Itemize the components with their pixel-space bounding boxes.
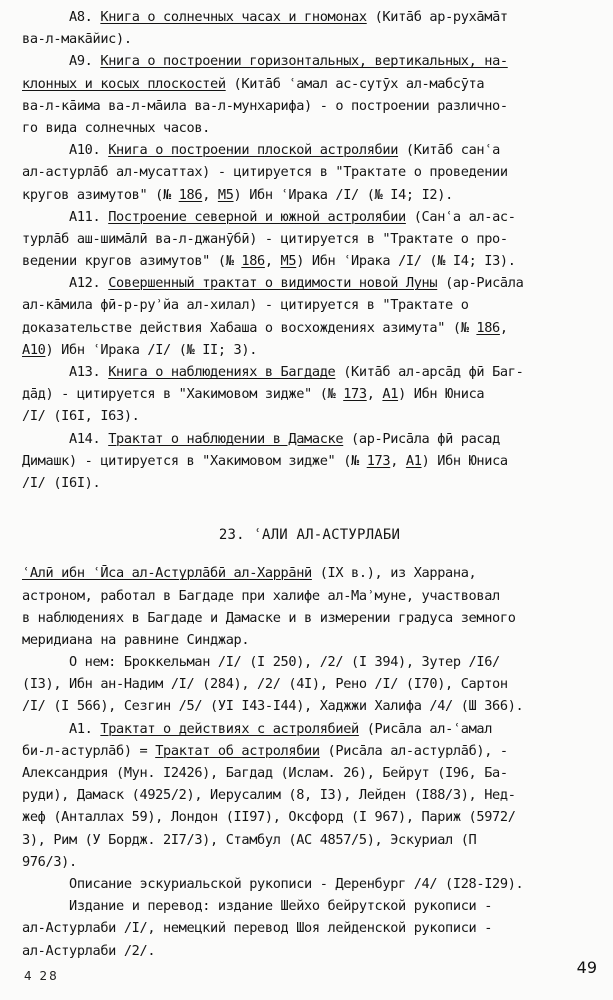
intro-line-3: в наблюдениях в Багдаде и Дамаске и в измерении градуса земного bbox=[22, 609, 516, 626]
description-line: Описание эскуриальской рукописи - Деренбург /4/ (I28-I29). bbox=[69, 875, 524, 892]
entry-a10-line-3: кругов азимутов" (№ 186, М5) Ибн ʿИрака /I/ (№ I4; I2). bbox=[22, 186, 453, 203]
entry-title: Построение северной и южной астролябии bbox=[108, 208, 406, 225]
entry-a1-line-4: руди), Дамаск (4925/2), Иерусалим (8, I3), Лейден (I88/3), Нед- bbox=[22, 787, 516, 804]
entry-number: А8. bbox=[69, 9, 101, 25]
entry-a12-line-4: А10) Ибн ʿИрака /I/ (№ II; 3). bbox=[22, 341, 258, 358]
entry-number: А14. bbox=[69, 430, 109, 447]
entry-a8-line-2: ва-л-макāйис). bbox=[22, 31, 132, 48]
cross-reference: М5 bbox=[217, 186, 234, 203]
entry-a11-line-1: А11. Построение северной и южной астролябии (Санʿа ал-ас- bbox=[69, 208, 516, 225]
entry-number: А12. bbox=[69, 275, 109, 292]
intro-line-4: меридиана на равнине Синджар. bbox=[22, 631, 250, 648]
cross-reference: 173 bbox=[366, 452, 391, 469]
entry-a9-line-2: клонных и косых плоскостей (Китāб ʿамал ас-сутӯх ал-мабсӯта bbox=[22, 75, 485, 92]
cross-reference: 186 bbox=[476, 319, 500, 336]
edition-line-3: ал-Астурлаби /2/. bbox=[22, 942, 156, 959]
entry-a11-line-3: ведении кругов азимутов" (№ 186, М5) Ибн ʿИрака /I/ (№ I4; I3). bbox=[22, 253, 516, 270]
entry-title: Трактат о наблюдении в Дамаске bbox=[108, 430, 344, 447]
printer-signature: 4 28 bbox=[24, 969, 59, 983]
entry-a10-line-1: А10. Книга о построении плоской астролябии (Китāб санʿа bbox=[69, 142, 500, 159]
page-number: 49 bbox=[576, 958, 597, 977]
section-gap bbox=[22, 494, 597, 524]
edition-line-2: ал-Астурлаби /I/, немецкий перевод Шоя лейденской рукописи - bbox=[22, 920, 493, 937]
entry-a9-line-1 bbox=[22, 50, 597, 72]
entry-title: Трактат об астролябии bbox=[155, 742, 320, 759]
entry-a1-line-2: би-л-астурлāб) = Трактат об астролябии (Рисāла ал-астурлāб), - bbox=[22, 742, 508, 759]
entry-a14-line-1: А14. Трактат о наблюдении в Дамаске (ар-Рисāла фӣ расад bbox=[69, 430, 500, 447]
cross-reference: А1 bbox=[382, 386, 399, 403]
entry-title: Книга о наблюдениях в Багдаде bbox=[108, 364, 336, 380]
entry-number: А11. bbox=[69, 208, 109, 225]
entry-number: А10. bbox=[69, 142, 109, 159]
entry-a9-line-3: ва-л-кāима ва-л-мāила ва-л-мунхарифа) - о построении различно- bbox=[22, 97, 508, 114]
entry-a1-line-5: жеф (Анталлах 59), Лондон (II97), Оксфорд (I 967), Париж (5972/ bbox=[22, 809, 516, 826]
entry-a14-line-2: Димашк) - цитируется в "Хакимовом зидже" (№ 173, А1) Ибн Юниса bbox=[22, 452, 508, 469]
page-text bbox=[22, 6, 597, 962]
entry-title: Трактат о действиях с астролябией bbox=[100, 720, 359, 737]
entry-number: А1. bbox=[69, 720, 101, 737]
entry-a1-line-7: 976/3). bbox=[22, 853, 77, 870]
entry-number: А13. bbox=[69, 364, 109, 380]
bibliography-line-3: /I/ (I 566), Сезгин /5/ (УI I43-I44), Хаджжи Халифа /4/ (Ш 366). bbox=[22, 698, 524, 715]
cross-reference: 186 bbox=[241, 253, 265, 270]
entry-arabic-title: (Китāб ар-рухāмāт bbox=[366, 9, 508, 25]
entry-a13-line-1: А13. Книга о наблюдениях в Багдаде (Китāб ал-арсāд фӣ Баг- bbox=[69, 364, 524, 380]
bibliography-line-2: (I3), Ибн ан-Надим /I/ (284), /2/ (4I), Рено /I/ (I70), Сартон bbox=[22, 676, 508, 693]
cross-reference: А1 bbox=[405, 452, 422, 469]
entry-title: клонных и косых плоскостей bbox=[22, 75, 226, 92]
entry-title: Книга о построении горизонтальных, вертикальных, на- bbox=[100, 53, 508, 70]
entry-title: Книга о построении плоской астролябии bbox=[108, 142, 399, 159]
entry-a12-line-1: А12. Совершенный трактат о видимости новой Луны (ар-Рисāла bbox=[69, 275, 524, 292]
cross-reference: 186 bbox=[178, 186, 203, 203]
entry-a12-line-3: доказательстве действия Хабаша о восхождениях азимута" (№ 186, bbox=[22, 319, 508, 336]
section-heading: 23. ʿАЛИ АЛ-АСТУРЛАБИ bbox=[218, 527, 401, 544]
entry-title: Книга о солнечных часах и гномонах bbox=[100, 9, 367, 25]
entry-a1-line-1: А1. Трактат о действиях с астролябией (Рисāла ал-ʿамал bbox=[69, 720, 493, 737]
cross-reference: А10 bbox=[22, 341, 46, 358]
entry-a1-line-6: 3), Рим (У Бордж. 2I7/3), Стамбул (АС 4857/5), Эскуриал (П bbox=[22, 831, 477, 848]
intro-line-1: ʿАлӣ ибн ʿӢса ал-Астурлāбӣ ал-Харрāнӣ (IX в.), из Харрана, bbox=[22, 565, 477, 582]
person-name: ʿАлӣ ибн ʿӢса ал-Астурлāбӣ ал-Харрāнӣ bbox=[22, 565, 312, 582]
entry-title: Совершенный трактат о видимости новой Луны bbox=[108, 275, 438, 292]
section-gap bbox=[22, 546, 597, 562]
entry-a9-line-4: го вида солнечных часов. bbox=[22, 119, 211, 136]
entry-a1-line-3: Александрия (Мун. I2426), Багдад (Ислам. 26), Бейрут (I96, Ба- bbox=[22, 765, 508, 781]
edition-line-1: Издание и перевод: издание Шейхо бейрутской рукописи - bbox=[69, 898, 493, 915]
entry-a12-line-2: ал-кāмила фӣ-р-руʾйа ал-хилал) - цитируется в "Трактате о bbox=[22, 297, 469, 314]
cross-reference: М5 bbox=[280, 253, 297, 270]
entry-a13-line-2: дāд) - цитируется в "Хакимовом зидже" (№ 173, А1) Ибн Юниса bbox=[22, 386, 485, 403]
cross-reference: 173 bbox=[343, 386, 367, 403]
intro-line-2: астроном, работал в Багдаде при халифе ал-Маʾмуне, участвовал bbox=[22, 587, 500, 604]
entry-number: А9. bbox=[69, 53, 101, 70]
entry-a11-line-2: турлāб аш-шимāлӣ ва-л-джанӯбӣ) - цитируется в "Трактате о про- bbox=[22, 230, 508, 247]
bibliography-line-1: О нем: Броккельман /I/ (I 250), /2/ (I 394), Зутер /I6/ bbox=[69, 654, 500, 671]
entry-a8-line-1 bbox=[22, 6, 597, 28]
entry-a14-line-3: /I/ (I6I). bbox=[22, 474, 101, 491]
entry-a10-line-2: ал-астурлāб ал-мусаттах) - цитируется в "Трактате о проведении bbox=[22, 164, 508, 181]
entry-a13-line-3: /I/ (I6I, I63). bbox=[22, 408, 140, 425]
